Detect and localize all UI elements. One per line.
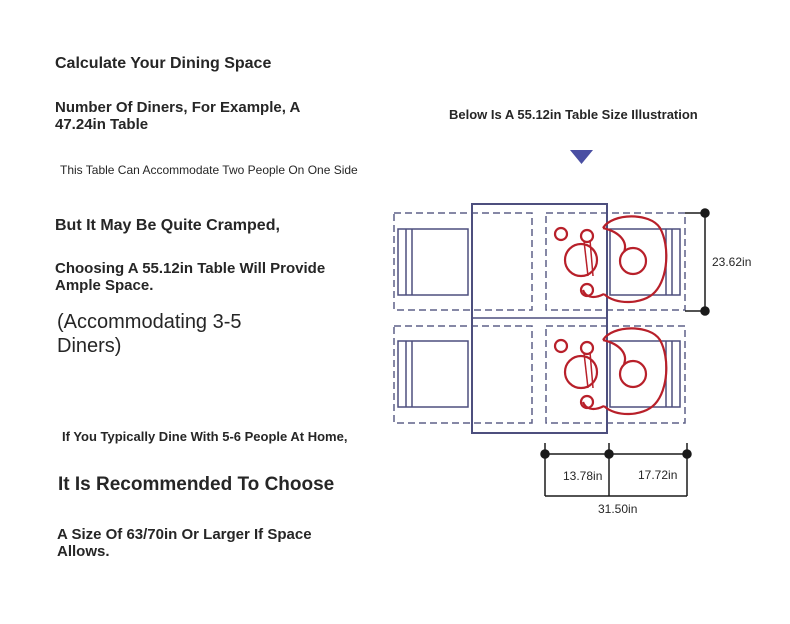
- chair-top-left: [398, 229, 468, 295]
- chair-bottom-left: [398, 341, 468, 407]
- two-people-text: This Table Can Accommodate Two People On One Side: [60, 163, 358, 177]
- down-arrow-icon: [570, 150, 593, 164]
- diners-example-text: Number Of Diners, For Example, A 47.24in Table: [55, 99, 300, 133]
- size-text: A Size Of 63/70in Or Larger If Space Allows.: [57, 526, 312, 560]
- page-heading: Calculate Your Dining Space: [55, 55, 272, 72]
- accommodating-text: (Accommodating 3-5 Diners): [57, 311, 242, 357]
- height-label: 23.62in: [712, 255, 752, 269]
- right-width-label: 17.72in: [638, 468, 678, 482]
- choosing-text: Choosing A 55.12in Table Will Provide Ample Space.: [55, 260, 326, 294]
- left-width-label: 13.78in: [563, 469, 603, 483]
- if-typically-text: If You Typically Dine With 5-6 People At Home,: [62, 429, 348, 444]
- illustration-title: Below Is A 55.12in Table Size Illustration: [449, 107, 698, 122]
- height-dimension: [685, 209, 709, 315]
- recommended-text: It Is Recommended To Choose: [58, 474, 335, 495]
- total-width-label: 31.50in: [598, 502, 638, 516]
- cramped-text: But It May Be Quite Cramped,: [55, 217, 280, 234]
